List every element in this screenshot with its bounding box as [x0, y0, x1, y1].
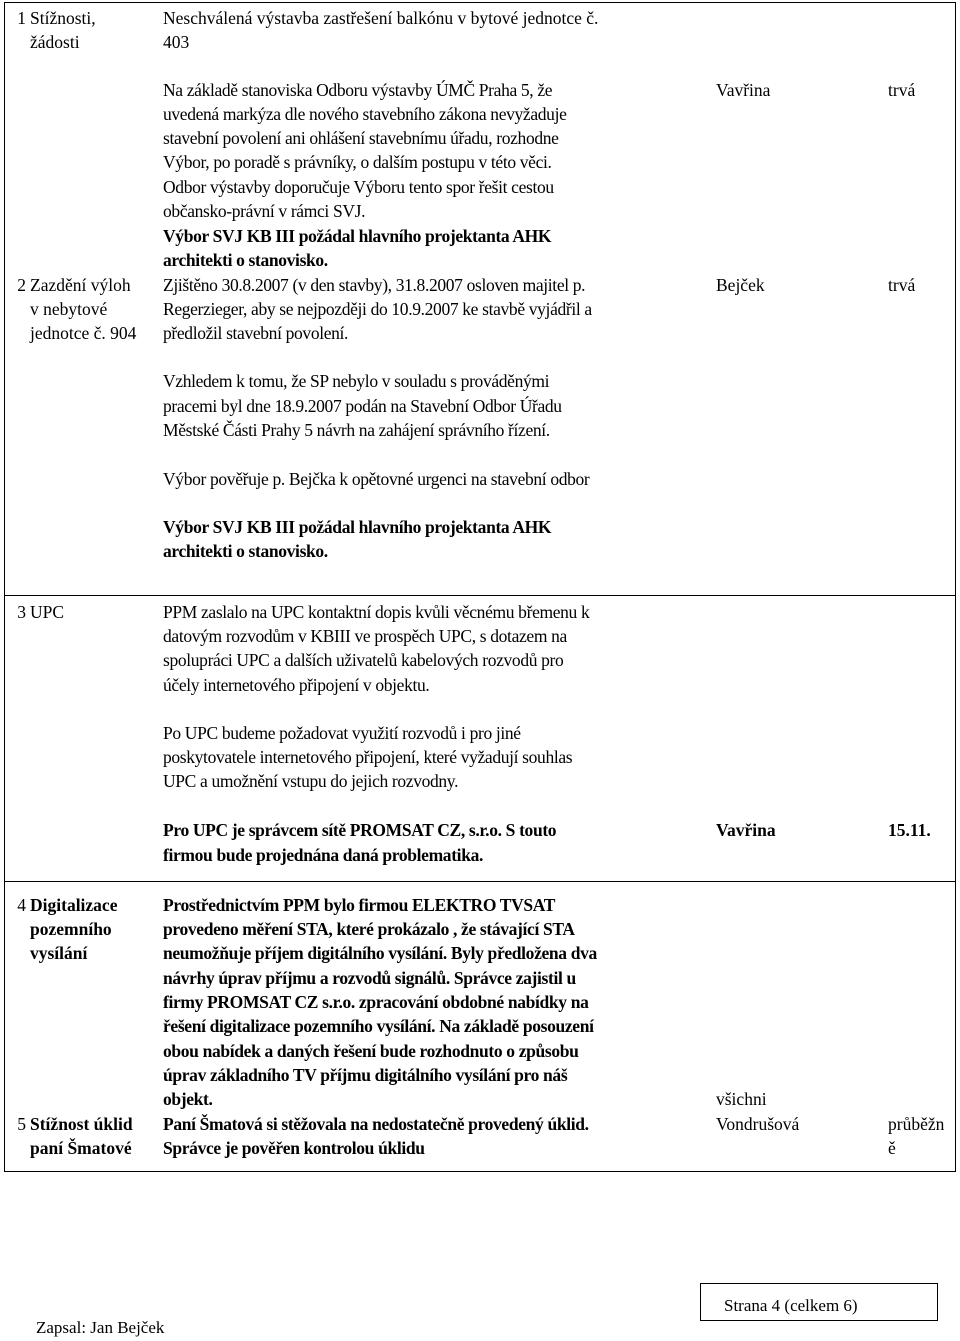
row-decision: provedeno měření STA, které prokázalo , že stávající STA — [163, 919, 575, 939]
row-decision: Prostřednictvím PPM bylo firmou ELEKTRO TVSAT — [163, 895, 556, 915]
row-title: 403 — [163, 32, 190, 52]
row-decision: Výbor SVJ KB III požádal hlavního projektanta AHK — [163, 517, 552, 537]
row-divider — [4, 881, 956, 882]
row-deadline: trvá — [888, 80, 916, 100]
row-deadline: průběžn — [888, 1114, 945, 1134]
row-decision: architekti o stanovisko. — [163, 250, 328, 270]
row-responsible: Vavřina — [716, 820, 776, 840]
row-responsible: Vavřina — [716, 80, 771, 100]
row-text: Městské Části Prahy 5 návrh na zahájení správního řízení. — [163, 420, 550, 440]
page-number: Strana 4 (celkem 6) — [724, 1296, 858, 1315]
row-topic: žádosti — [30, 32, 80, 52]
row-topic: Stížnost úklid — [30, 1114, 133, 1134]
row-number: 3 — [17, 602, 26, 622]
row-title: Neschválená výstavba zastřešení balkónu v bytové jednotce č. — [163, 8, 599, 28]
row-decision: obou nabídek a daných řešení bude rozhodnuto o způsobu — [163, 1041, 579, 1061]
row-deadline: 15.11. — [888, 820, 931, 840]
row-text: Po UPC budeme požadovat využití rozvodů i pro jiné — [163, 723, 521, 743]
table-right-border — [955, 2, 956, 1172]
row-decision: úprav základního TV příjmu digitálního vysílání pro náš — [163, 1065, 568, 1085]
row-text: občansko-právní v rámci SVJ. — [163, 201, 366, 221]
row-text: Vzhledem k tomu, že SP nebylo v souladu s prováděnými — [163, 371, 550, 391]
row-topic: jednotce č. 904 — [30, 323, 137, 343]
row-decision: firmy PROMSAT CZ s.r.o. zpracování obdobné nabídky na — [163, 992, 589, 1012]
row-text: Zjištěno 30.8.2007 (v den stavby), 31.8.2007 osloven majitel p. — [163, 275, 586, 295]
row-decision: řešení digitalizace pozemního vysílání. Na základě posouzení — [163, 1016, 594, 1036]
row-divider — [4, 595, 956, 596]
row-topic: UPC — [30, 602, 65, 622]
row-topic: paní Šmatové — [30, 1138, 132, 1158]
row-text: Výbor, po poradě s právníky, o dalším postupu v této věci. — [163, 152, 552, 172]
row-text: uvedená markýza dle nového stavebního zákona nevyžaduje — [163, 104, 567, 124]
row-topic: Stížnosti, — [30, 8, 96, 28]
row-text: Výbor pověřuje p. Bejčka k opětovné urgenci na stavební odbor — [163, 469, 590, 489]
row-decision: Správce je pověřen kontrolou úklidu — [163, 1138, 425, 1158]
row-decision: Výbor SVJ KB III požádal hlavního projektanta AHK — [163, 226, 552, 246]
table-bottom-border — [4, 1171, 956, 1172]
row-text: Na základě stanoviska Odboru výstavby ÚMČ Praha 5, že — [163, 80, 553, 100]
row-responsible: všichni — [716, 1089, 767, 1109]
row-deadline: trvá — [888, 275, 916, 295]
row-decision: objekt. — [163, 1089, 213, 1109]
row-text: PPM zaslalo na UPC kontaktní dopis kvůli věcnému břemenu k — [163, 602, 590, 622]
row-topic: pozemního — [30, 919, 112, 939]
row-decision: neumožňuje příjem digitálního vysílání. Byly předložena dva — [163, 943, 597, 963]
row-topic: vysílání — [30, 943, 88, 963]
row-text: datovým rozvodům v KBIII ve prospěch UPC, s dotazem na — [163, 626, 567, 646]
recorded-by: Zapsal: Jan Bejček — [36, 1318, 165, 1337]
table-left-border — [4, 2, 5, 1172]
row-text: pracemi byl dne 18.9.2007 podán na Stavební Odbor Úřadu — [163, 396, 562, 416]
row-text: předložil stavební povolení. — [163, 323, 349, 343]
row-text: Odbor výstavby doporučuje Výboru tento spor řešit cestou — [163, 177, 554, 197]
row-deadline: ě — [888, 1138, 896, 1158]
row-decision: firmou bude projednána daná problematika. — [163, 845, 483, 865]
row-responsible: Bejček — [716, 275, 765, 295]
table-top-border — [4, 2, 956, 3]
row-number: 1 — [17, 8, 26, 28]
row-topic: Zazdění výloh — [30, 275, 131, 295]
row-decision: architekti o stanovisko. — [163, 541, 328, 561]
row-number: 4 — [17, 895, 26, 915]
row-decision: návrhy úprav příjmu a rozvodů signálů. Správce zajistil u — [163, 968, 576, 988]
row-responsible: Vondrušová — [716, 1114, 800, 1134]
row-number: 2 — [17, 275, 26, 295]
row-text: stavební povolení ani ohlášení stavebnímu úřadu, rozhodne — [163, 128, 559, 148]
row-number: 5 — [17, 1114, 26, 1134]
row-text: účely internetového připojení v objektu. — [163, 675, 430, 695]
row-text: poskytovatele internetového připojení, které vyžadují souhlas — [163, 747, 573, 767]
row-text: UPC a umožnění vstupu do jejich rozvodny. — [163, 771, 459, 791]
row-decision: Pro UPC je správcem sítě PROMSAT CZ, s.r.o. S touto — [163, 820, 557, 840]
row-topic: Digitalizace — [30, 895, 118, 915]
row-decision: Paní Šmatová si stěžovala na nedostatečně provedený úklid. — [163, 1114, 589, 1134]
row-topic: v nebytové — [30, 299, 108, 319]
row-text: Regerzieger, aby se nejpozději do 10.9.2007 ke stavbě vyjádřil a — [163, 299, 592, 319]
row-text: spolupráci UPC a dalších uživatelů kabelových rozvodů pro — [163, 650, 564, 670]
